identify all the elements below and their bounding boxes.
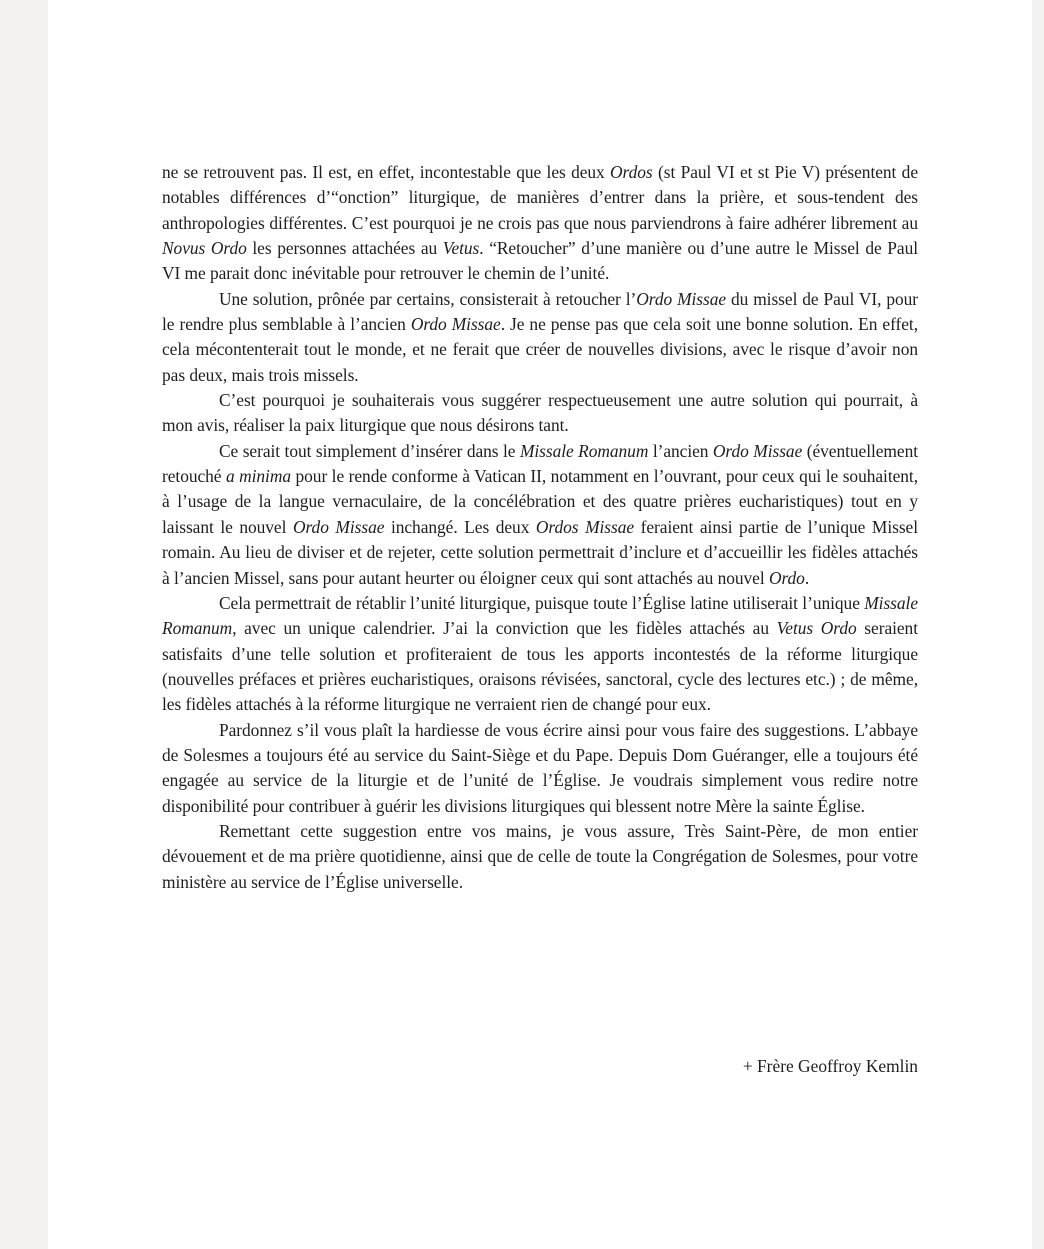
text-run: (éventuellement retouché (162, 440, 919, 487)
italic-term: Missale Romanum (519, 440, 649, 461)
italic-term: Ordos (610, 162, 653, 182)
paragraph (162, 819, 918, 895)
text-run: Ce serait tout simplement d’insérer dans le (219, 440, 520, 461)
italic-term: Ordo (768, 567, 805, 588)
italic-term: Vetus Ordo (776, 618, 857, 639)
text-run: l’ancien (648, 440, 713, 461)
text-run: ne se retrouvent pas. Il est, en effet, incontestable que les deux (162, 162, 611, 182)
text-run: seraient satisfaits d’une telle solution et profiteraient de tous les apports incontestés de la réforme liturgique (nouvelles préfaces et prières eucharistiques, oraisons révisées, sanctoral, cycle des lectures etc.) ; de même, les fidèles attachés à la réforme liturgique ne verraient rien de changé pour eux. (162, 618, 918, 715)
text-run: pour le rende conforme à Vatican II, notamment en l’ouvrant, pour ceux qui le souhaitent, à l’usage de la langue vernaculaire, de la concélébration et des quatre prières eucharistiques) tout en y laissant le nouvel (162, 466, 918, 537)
italic-term: a minima (225, 466, 291, 487)
text-run: Une solution, prônée par certains, consisterait à retoucher l’ (219, 288, 637, 309)
paragraph (162, 287, 918, 388)
text-run: inchangé. Les deux (384, 516, 536, 537)
text-run: . (804, 567, 810, 588)
signature: + Frère Geoffroy Kemlin (742, 1056, 918, 1076)
text-run: (st Paul VI et st Pie V) présentent de notables différences d’“onction” liturgique, de manières d’entrer dans la prière, et sous-tendent des anthropologies différentes. C’est pourquoi je ne crois pas que nous parviendrons à faire adhérer librement au (162, 162, 918, 233)
paragraph (162, 439, 918, 591)
italic-term: Ordo Missae (292, 516, 385, 537)
italic-term: Novus Ordo (162, 238, 247, 259)
text-run: Remettant cette suggestion entre vos mains, je vous assure, Très Saint-Père, de mon entier dévouement et de ma prière quotidienne, ainsi que de celle de toute la Congrégation de Solesmes, pour votre ministère au service de l’Église universelle. (162, 820, 918, 892)
text-run: , avec un unique calendrier. J’ai la conviction que les fidèles attachés au (232, 618, 777, 639)
text-run: du missel de Paul VI, pour le rendre plus semblable à l’ancien (162, 288, 919, 335)
text-run: Cela permettrait de rétablir l’unité liturgique, puisque toute l’Église latine utiliserait l’unique (219, 592, 865, 613)
paragraph (162, 718, 918, 819)
text-run: . Je ne pense pas que cela soit une bonne solution. En effet, cela mécontenterait tout le monde, et ne ferait que créer de nouvelles divisions, avec le risque d’avoir non pas deux, mais trois missels. (162, 314, 919, 385)
text-run: feraient ainsi partie de l’unique Missel romain. Au lieu de diviser et de rejeter, cette solution permettrait d’inclure et d’accueillir les fidèles attachés à l’ancien Missel, sans pour autant heurter ou éloigner ceux qui sont attachés au nouvel (162, 516, 919, 588)
paragraph (162, 591, 918, 718)
italic-term: Ordo Missae (410, 314, 501, 335)
document-page (48, 0, 1032, 1249)
italic-term: Missale Romanum (162, 592, 918, 639)
paragraph (162, 388, 918, 439)
text-run: les personnes attachées au (246, 238, 443, 259)
italic-term: Ordo Missae (636, 288, 727, 309)
italic-term: Ordos Missae (535, 516, 635, 537)
italic-term: Ordo Missae (712, 440, 803, 461)
text-run: C’est pourquoi je souhaiterais vous suggérer respectueusement une autre solution qui pourrait, à mon avis, réaliser la paix liturgique que nous désirons tant. (162, 390, 918, 436)
text-run: Pardonnez s’il vous plaît la hardiesse de vous écrire ainsi pour vous faire des suggestions. L’abbaye de Solesmes a toujours été au service du Saint-Siège et du Pape. Depuis Dom Guéranger, elle a toujours été engagée au service de la liturgie et de l’unité de l’Église. Je voudrais simplement vous redire notre disponibilité pour contribuer à guérir les divisions liturgiques qui blessent notre Mère la sainte Église. (162, 719, 918, 816)
letter-body (162, 160, 918, 895)
paragraph (162, 160, 918, 287)
text-run: . “Retoucher” d’une manière ou d’une autre le Missel de Paul VI me parait donc inévitable pour retrouver le chemin de l’unité. (162, 238, 918, 284)
italic-term: Vetus (442, 238, 480, 259)
